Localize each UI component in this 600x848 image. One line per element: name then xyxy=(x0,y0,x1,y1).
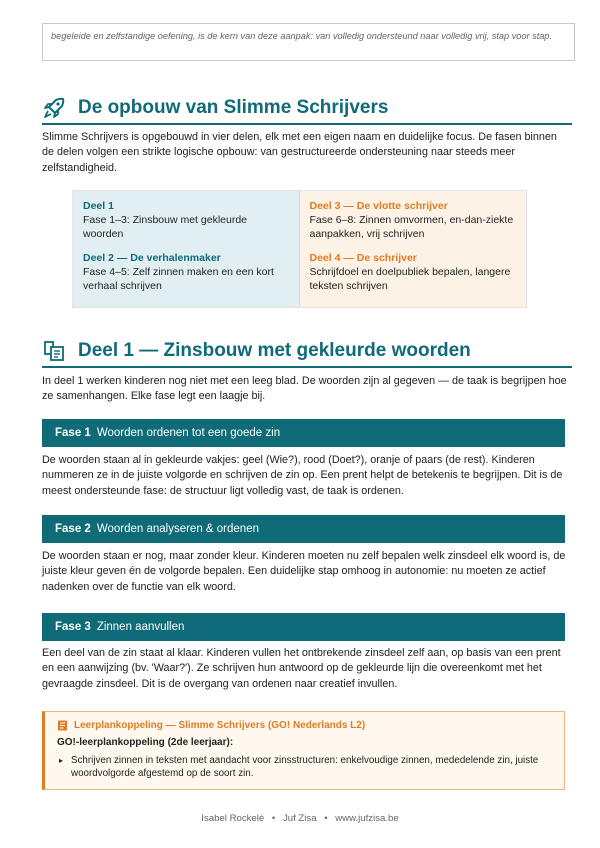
section-paragraph xyxy=(42,130,567,176)
curriculum-item-text: Schrijven zinnen in teksten met aandacht voor zinsstructuren: enkelvoudige zinnen, mededelende zin, juiste woordvolgorde afgestemd op de soort zin. xyxy=(71,755,539,779)
part-desc: Fase 4–5: Zelf zinnen maken en een kort verhaal schrijven xyxy=(83,266,274,292)
parts-column-right xyxy=(300,191,527,307)
phase-title: Woorden analyseren & ordenen xyxy=(96,523,259,535)
part-desc: Fase 6–8: Zinnen omvormen, en-dan-ziekte aanpakken, vrij schrijven xyxy=(309,214,514,240)
page-footer xyxy=(0,813,600,824)
triangle-bullet-icon: ▸ xyxy=(59,756,64,765)
phase-label: Fase 3 xyxy=(55,621,91,633)
section-paragraph xyxy=(42,374,567,405)
parts-overview xyxy=(72,190,527,308)
footer-separator: • xyxy=(324,813,328,824)
book-icon xyxy=(42,339,66,363)
section-heading-opbouw xyxy=(42,96,572,120)
heading-rule xyxy=(42,123,572,125)
paragraph-text: In deel 1 werken kinderen nog niet met een leeg blad. De woorden zijn al gegeven — de taak is begrijpen hoe ze samenhangen. Elke fase legt een laagje bij. xyxy=(42,375,567,403)
footer-author: Isabel Rockelé xyxy=(201,813,265,824)
phase-text: De woorden staan er nog, maar zonder kleur. Kinderen moeten nu zelf bepalen welk zinsdeel elk woord is, de juiste kleur geven én de volgorde bepalen. Een duidelijke stap omhoog in autonomie: nu moeten ze actief nadenken over de functie van elk woord. xyxy=(42,550,566,593)
phase-text: Een deel van de zin staat al klaar. Kinderen vullen het ontbrekende zinsdeel zelf aan, op basis van een prent en een aanwijzing (bv. 'Waar?'). Ze schrijven hun antwoord op de gekleurde lijn die overeenkomt met het gevraagde zinsdeel. Dit is de overgang van ordenen naar creatief invullen. xyxy=(42,647,561,690)
phase-text: De woorden staan al in gekleurde vakjes: geel (Wie?), rood (Doet?), oranje of paars (de rest). Kinderen nummeren ze in de juiste volgorde en schrijven de zin op. Een prent helpt de betekenis te begrijpen. Dit is de meest ondersteunde fase: de structuur ligt volledig vast, de taak is ordenen. xyxy=(42,454,563,497)
part-desc: Fase 1–3: Zinsbouw met gekleurde woorden xyxy=(83,214,248,240)
phase-text-1 xyxy=(42,453,567,499)
phase-header-2 xyxy=(42,515,565,543)
phase-title: Woorden ordenen tot een goede zin xyxy=(96,427,281,439)
curriculum-subtitle: GO!-leerplankoppeling (2de leerjaar): xyxy=(57,737,234,748)
part-title: Deel 1 xyxy=(83,200,114,212)
phase-header-3 xyxy=(42,613,565,641)
section-title: De opbouw van Slimme Schrijvers xyxy=(78,97,389,118)
curriculum-title-text: Leerplankoppeling — Slimme Schrijvers (GO! Nederlands L2) xyxy=(74,720,366,731)
phase-label: Fase 2 xyxy=(55,523,91,535)
phase-text-3 xyxy=(42,646,567,692)
rocket-icon xyxy=(42,96,66,120)
phase-text-2 xyxy=(42,549,567,595)
part-title: Deel 2 — De verhalenmaker xyxy=(83,252,221,264)
intro-note xyxy=(42,23,575,61)
footer-separator: • xyxy=(271,813,276,824)
curriculum-box xyxy=(42,711,565,790)
part-desc: Schrijfdoel en doelpubliek bepalen, langere teksten schrijven xyxy=(309,266,511,292)
phase-header-1 xyxy=(42,419,565,447)
phase-label: Fase 1 xyxy=(55,427,91,439)
part-title: Deel 3 — De vlotte schrijver xyxy=(309,200,448,212)
footer-url[interactable]: www.jufzisa.be xyxy=(335,813,399,824)
footer-brand: Juf Zisa xyxy=(282,813,317,824)
section-title: Deel 1 — Zinsbouw met gekleurde woorden xyxy=(78,340,471,361)
intro-note-text: begeleide en zelfstandige oefening, is de kern van deze aanpak: van volledig ondersteund naar volledig vrij, stap voor stap. xyxy=(51,31,553,41)
parts-column-left xyxy=(73,191,300,307)
section-heading-deel1 xyxy=(42,339,572,363)
document-icon xyxy=(57,720,68,731)
curriculum-title xyxy=(57,720,554,731)
paragraph-text: Slimme Schrijvers is opgebouwd in vier delen, elk met een eigen naam en duidelijke focus. De fasen binnen de delen volgen een strikte logische opbouw: van gestructureerde ondersteuning naar steeds meer zelfstandigheid. xyxy=(42,131,557,174)
part-title: Deel 4 — De schrijver xyxy=(309,252,417,264)
curriculum-item xyxy=(57,754,554,780)
heading-rule xyxy=(42,366,572,368)
phase-title: Zinnen aanvullen xyxy=(96,621,185,633)
